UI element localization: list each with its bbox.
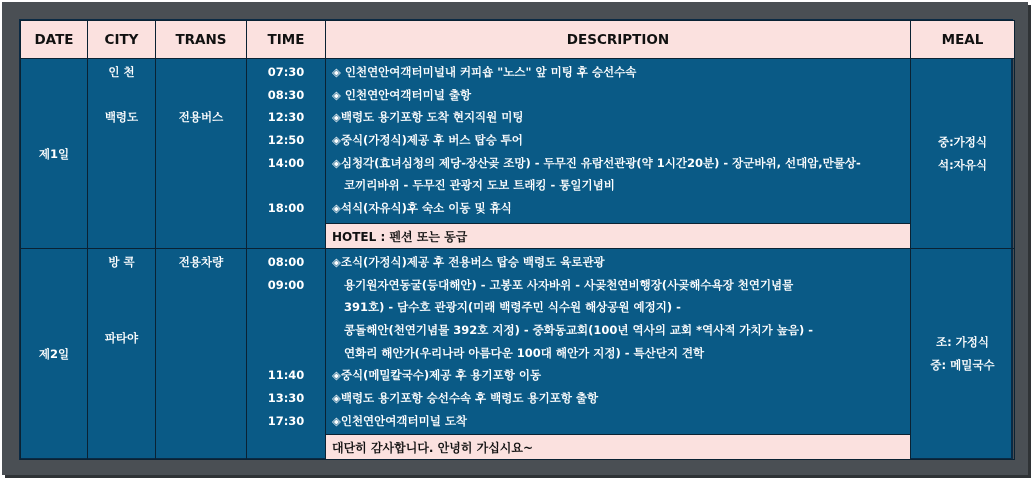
time-cell: 11:40 xyxy=(267,368,305,383)
day-2-times xyxy=(247,249,326,460)
desc-line: ◈석식(자유식)후 숙소 이동 및 휴식 xyxy=(332,201,512,216)
time-cell: 08:00 xyxy=(267,255,305,269)
day-1-trans-text: 전용버스 xyxy=(178,110,224,124)
outer-frame xyxy=(2,2,1028,475)
header-city: CITY xyxy=(88,21,156,59)
meal-line: 조: 가정식 xyxy=(935,335,990,350)
day-2-date: 제2일 xyxy=(21,249,88,460)
desc-line: 콩돌해안(천연기념물 392호 지정) - 중화동교회(100년 역사의 교회 *역사적 가치가 높음) - xyxy=(332,323,814,338)
day-2-city xyxy=(88,249,156,460)
desc-line: 코끼리바위 - 두무진 관광지 도보 트래킹 - 통일기념비 xyxy=(332,178,615,193)
day-2-city-1: 방 콕 xyxy=(108,255,135,269)
time-cell xyxy=(247,342,325,365)
time-cell: 08:30 xyxy=(267,87,305,102)
time-cell: 13:30 xyxy=(267,391,305,406)
day-1-city-1: 인 천 xyxy=(108,65,135,79)
desc-line: ◈백령도 용기포항 승선수속 후 백령도 용기포항 출항 xyxy=(332,391,599,406)
time-cell: 14:00 xyxy=(267,155,305,170)
day-2-trans-text: 전용차량 xyxy=(178,255,224,269)
day-2-trans xyxy=(156,249,247,460)
day-1-meal xyxy=(911,59,1015,249)
itinerary-table xyxy=(20,20,1015,460)
desc-line: ◈백령도 용기포항 도착 현지직원 미팅 xyxy=(332,110,524,125)
desc-line: ◈중식(가정식)제공 후 버스 탑승 투어 xyxy=(332,133,523,148)
time-cell: 07:30 xyxy=(267,65,305,79)
time-cell: 18:00 xyxy=(267,201,305,216)
day-1-trans xyxy=(156,59,247,249)
desc-line: 연화리 해안가(우리나라 아름다운 100대 해안가 지정) - 특산단지 견학 xyxy=(332,345,705,360)
desc-line: ◈인천연안여객터미널 도착 xyxy=(332,413,468,428)
day-2-note: 대단히 감사합니다. 안녕히 가십시요~ xyxy=(326,435,911,460)
day-1-row xyxy=(21,59,1015,224)
header-row xyxy=(21,21,1015,59)
desc-line: ◈조식(가정식)제공 후 전용버스 탑승 백령도 육로관광 xyxy=(332,255,605,269)
desc-line: 용기원자연동굴(등대해안) - 고봉포 사자바위 - 사곶천연비행장(사곶해수욕장 천연기념물 xyxy=(332,277,794,292)
header-meal: MEAL xyxy=(911,21,1015,59)
meal-line: 중: 메밀국수 xyxy=(930,358,995,372)
meal-line: 중:가정식 xyxy=(937,134,988,149)
time-cell: 17:30 xyxy=(267,413,305,428)
day-1-date: 제1일 xyxy=(21,59,88,249)
header-time: TIME xyxy=(247,21,326,59)
day-2-row xyxy=(21,249,1015,435)
desc-line: ◈ 인천연안여객터미널 출항 xyxy=(332,87,472,102)
header-description: DESCRIPTION xyxy=(326,21,911,59)
desc-line: 391호) - 담수호 관광지(미래 백령주민 식수원 해상공원 예정지) - xyxy=(332,300,681,315)
time-cell: 09:00 xyxy=(267,277,305,292)
day-1-city-2: 백령도 xyxy=(104,109,139,124)
itinerary-panel xyxy=(19,19,1013,460)
day-1-city xyxy=(88,59,156,249)
time-cell: 12:30 xyxy=(267,110,305,125)
time-cell: 12:50 xyxy=(267,133,305,148)
day-2-description xyxy=(326,249,911,435)
meal-line: 석:자유식 xyxy=(937,157,988,172)
time-cell xyxy=(247,174,325,197)
time-cell xyxy=(247,319,325,342)
day-1-note: HOTEL : 펜션 또는 동급 xyxy=(326,224,911,249)
desc-line: ◈심청각(효녀심청의 제당-장산곶 조망) - 두무진 유람선관광(약 1시간20분) - 장군바위, 선대암,만물상- xyxy=(332,155,861,170)
day-2-city-2: 파타야 xyxy=(104,330,139,345)
day-2-meal xyxy=(911,249,1015,460)
day-1-description xyxy=(326,59,911,224)
desc-line: ◈ 인천연안여객터미널내 커피숍 "노스" 앞 미팅 후 승선수속 xyxy=(332,65,637,79)
header-date: DATE xyxy=(21,21,88,59)
time-cell xyxy=(247,296,325,319)
desc-line: ◈중식(메밀칼국수)제공 후 용기포항 이동 xyxy=(332,368,542,383)
header-trans: TRANS xyxy=(156,21,247,59)
day-1-times xyxy=(247,59,326,249)
